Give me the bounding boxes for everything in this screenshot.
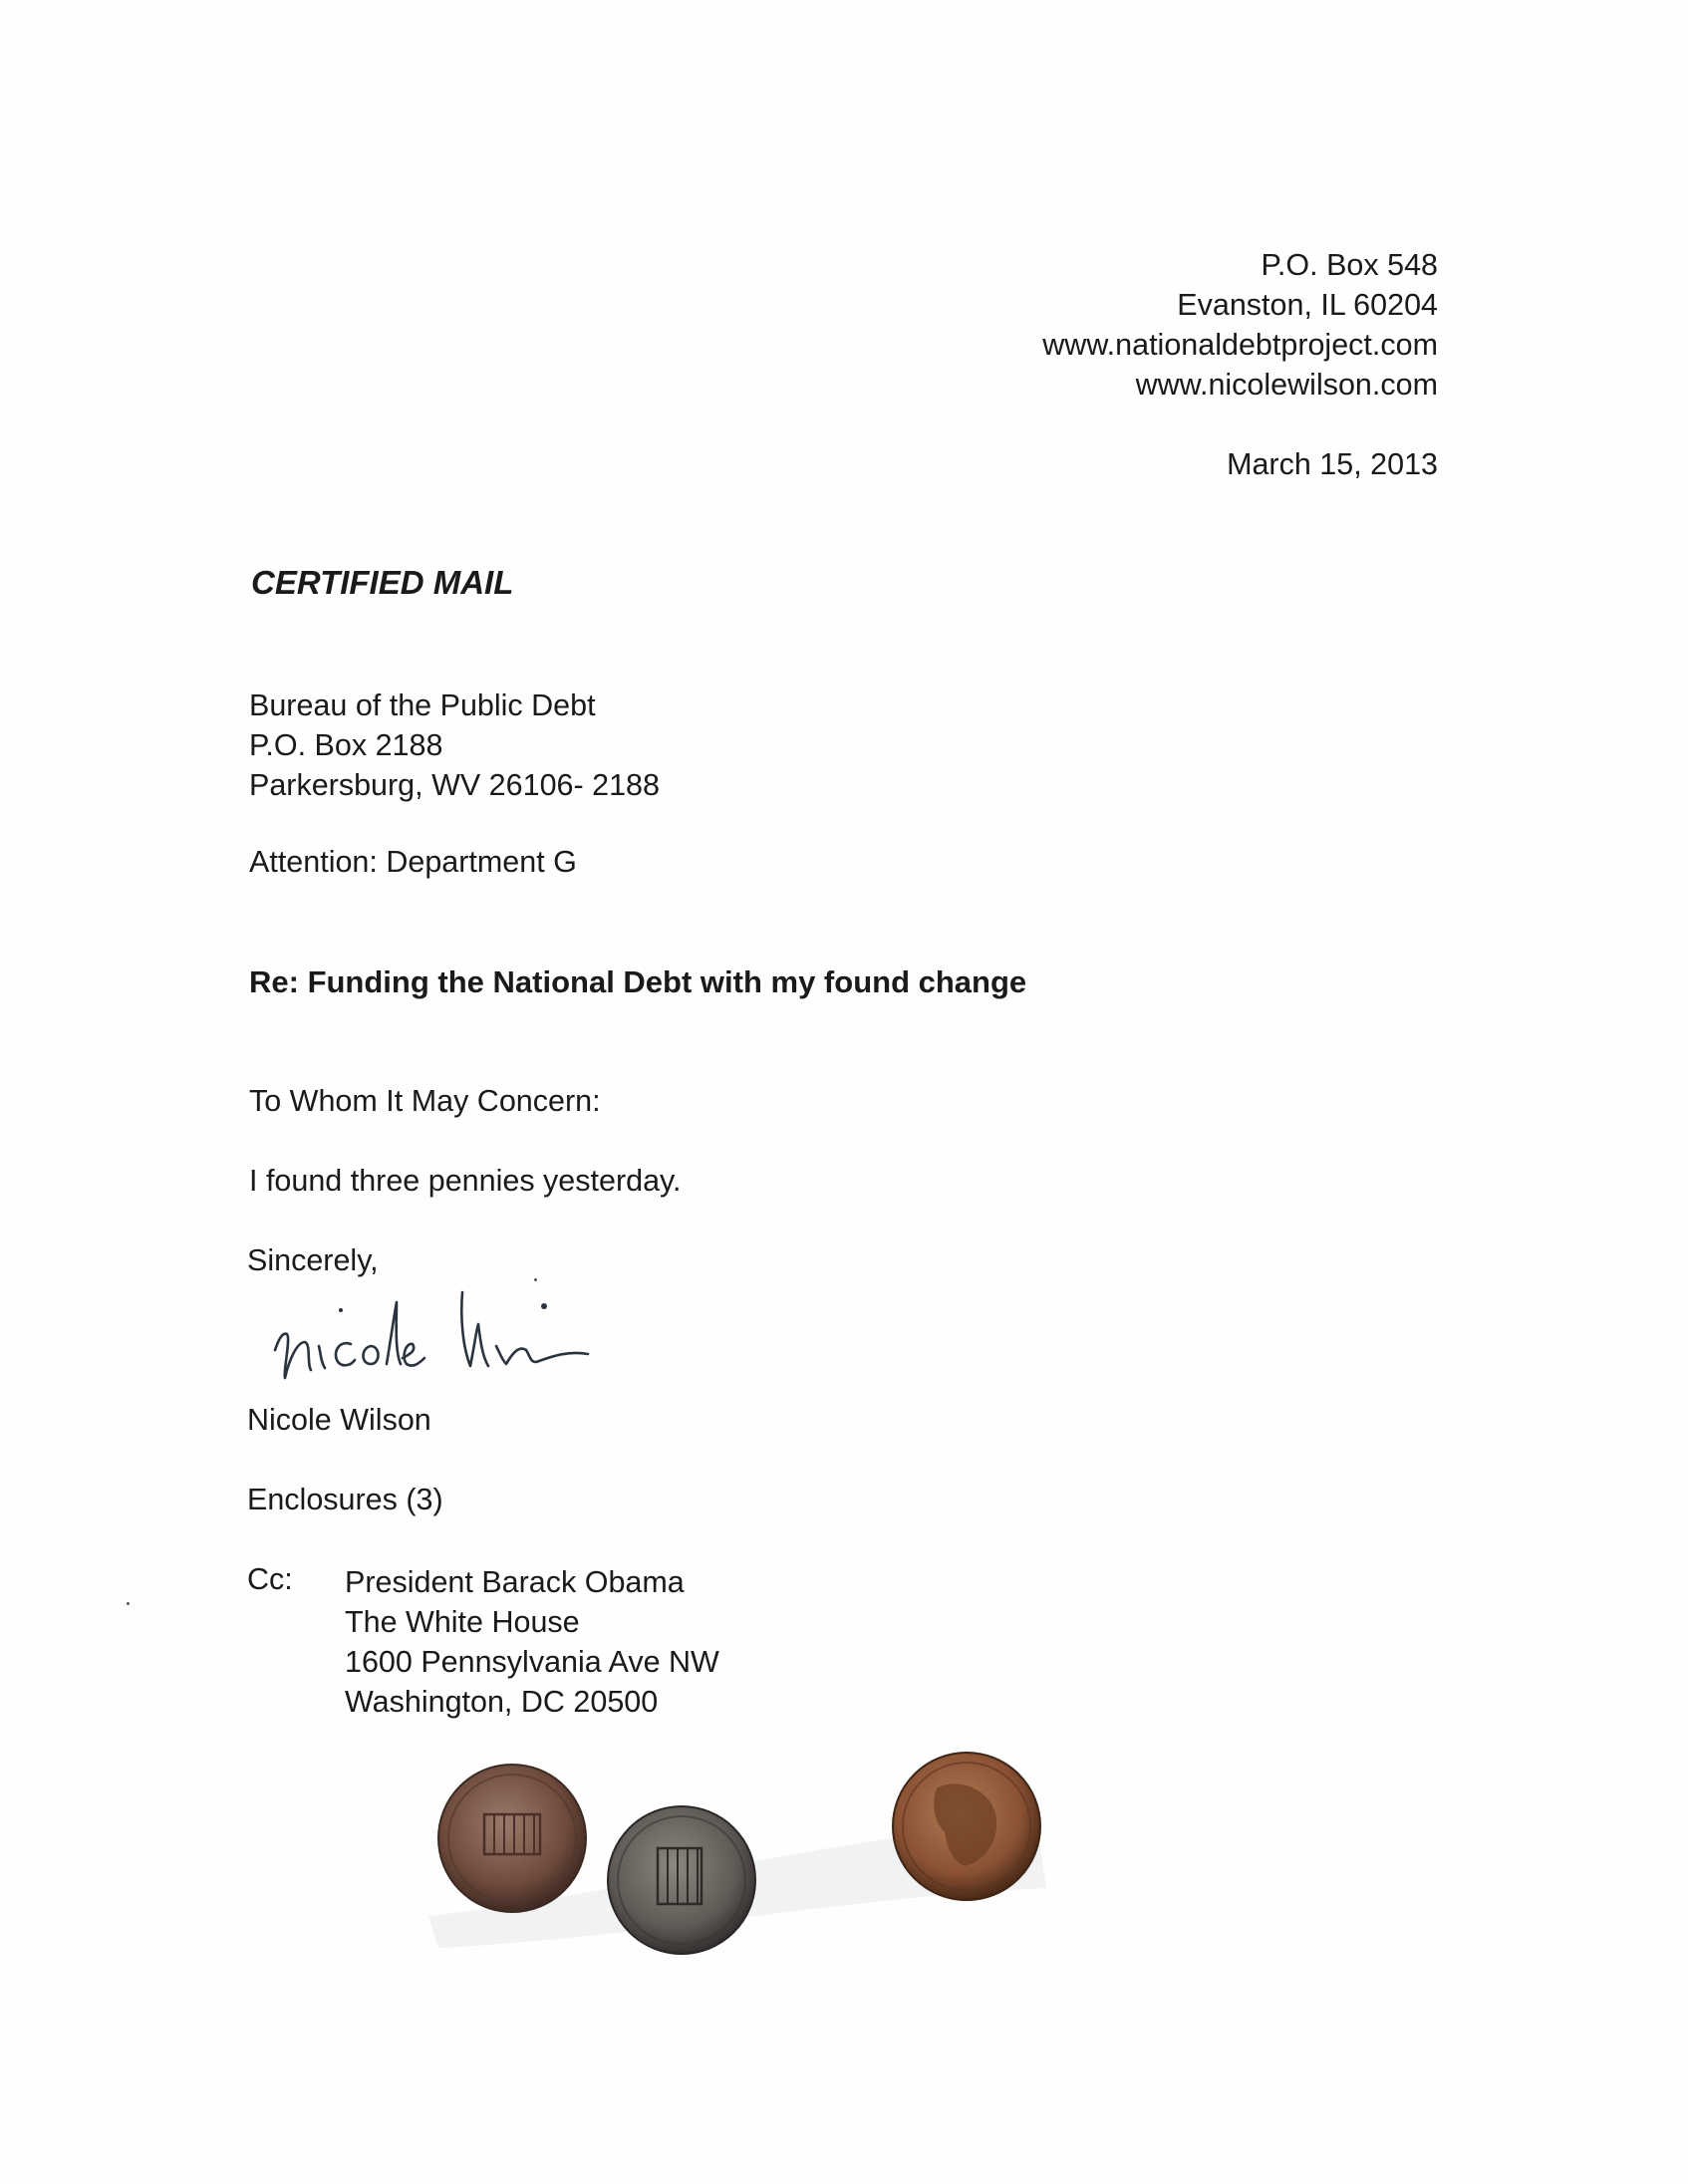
recipient-po-box: P.O. Box 2188 <box>249 728 443 762</box>
cc-label: Cc: <box>247 1562 293 1596</box>
enclosed-pennies <box>419 1749 1056 1968</box>
cc-organization: The White House <box>345 1605 580 1639</box>
sender-website-personal: www.nicolewilson.com <box>1135 368 1438 402</box>
signer-name: Nicole Wilson <box>247 1403 431 1437</box>
penny-1 <box>438 1765 586 1912</box>
cc-recipient <box>345 1562 719 1722</box>
recipient-address <box>249 685 660 805</box>
sender-city-state-zip: Evanston, IL 60204 <box>1177 288 1438 322</box>
penny-3 <box>893 1753 1040 1900</box>
cc-street: 1600 Pennsylvania Ave NW <box>345 1645 719 1679</box>
scan-speck <box>127 1602 130 1605</box>
enclosures-note: Enclosures (3) <box>247 1483 443 1516</box>
letter-date: March 15, 2013 <box>1227 447 1438 481</box>
letter-body: I found three pennies yesterday. <box>249 1164 682 1198</box>
sender-address <box>1042 245 1438 405</box>
salutation: To Whom It May Concern: <box>249 1084 601 1118</box>
sender-website-project: www.nationaldebtproject.com <box>1042 328 1438 362</box>
recipient-name: Bureau of the Public Debt <box>249 688 596 722</box>
handwritten-signature <box>267 1280 626 1390</box>
cc-name: President Barack Obama <box>345 1565 685 1599</box>
scan-speck <box>534 1278 537 1281</box>
closing: Sincerely, <box>247 1243 379 1277</box>
sender-po-box: P.O. Box 548 <box>1261 248 1438 282</box>
cc-city-state-zip: Washington, DC 20500 <box>345 1685 659 1719</box>
attention-line: Attention: Department G <box>249 845 577 879</box>
penny-2 <box>608 1806 755 1954</box>
recipient-city-state-zip: Parkersburg, WV 26106- 2188 <box>249 768 660 802</box>
certified-mail-heading: CERTIFIED MAIL <box>251 564 514 601</box>
subject-line: Re: Funding the National Debt with my found change <box>249 964 1027 999</box>
